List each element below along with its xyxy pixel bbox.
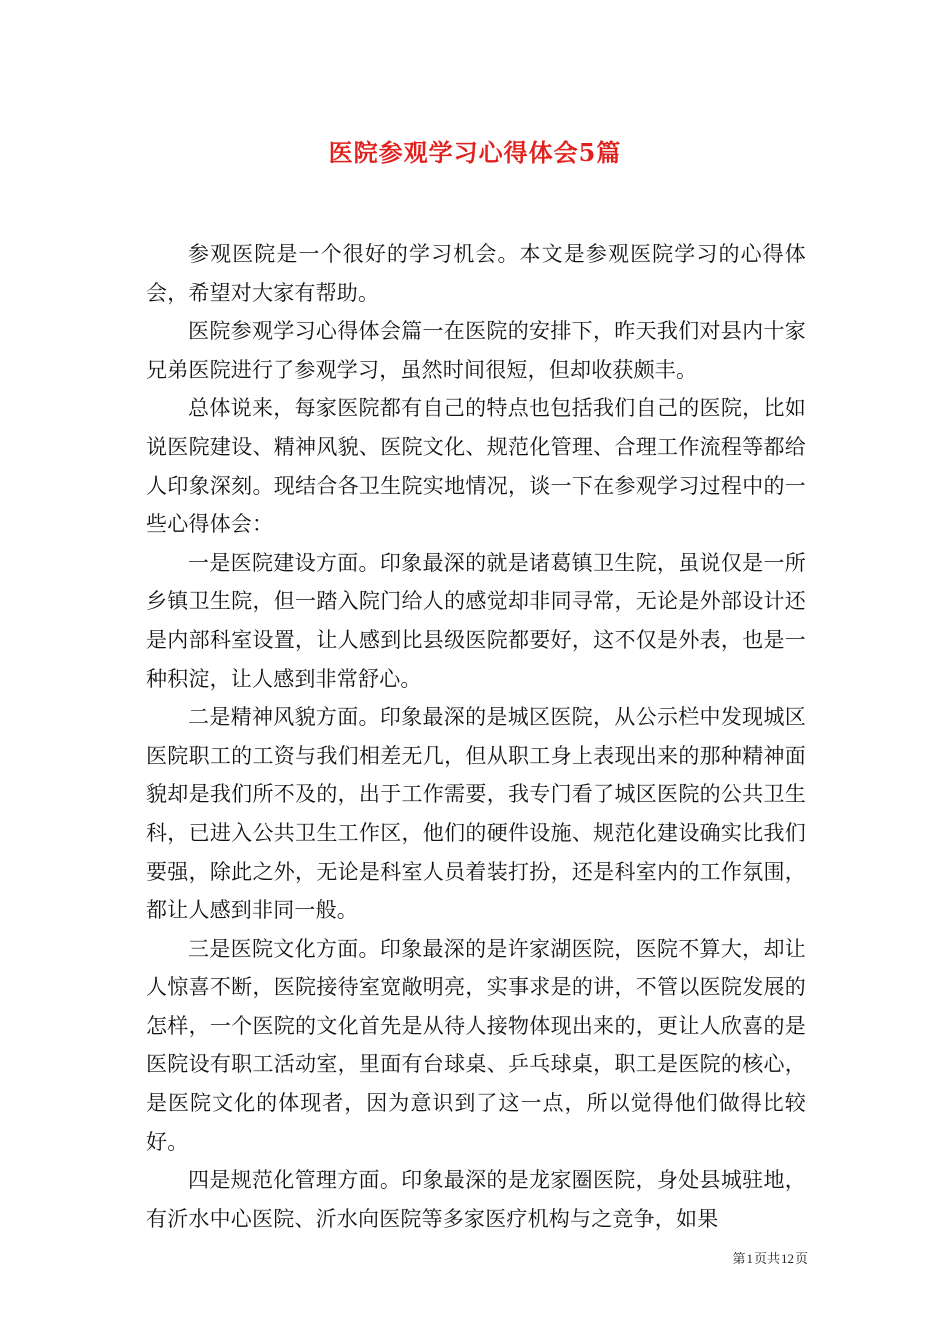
paragraph-point-culture: 三是医院文化方面。印象最深的是许家湖医院，医院不算大，却让人惊喜不断，医院接待室宽敞明亮，实事求是的讲，不管以医院发展的怎样，一个医院的文化首先是从待人接物体现出来的，更让人欣喜的是医院设有职工活动室，里面有台球桌、乒乓球桌，职工是医院的核心，是医院文化的体现者，因为意识到了这一点，所以觉得他们做得比较好。 xyxy=(146,936,806,1154)
document-title: 医院参观学习心得体会5篇 xyxy=(328,138,622,167)
paragraph-point-management: 四是规范化管理方面。印象最深的是龙家圈医院，身处县城驻地，有沂水中心医院、沂水向医院等多家医疗机构与之竞争，如果 xyxy=(146,1168,806,1231)
footer-middle: 页共 xyxy=(753,1252,780,1267)
paragraph-article-one: 医院参观学习心得体会篇一在医院的安排下，昨天我们对县内十家兄弟医院进行了参观学习，虽然时间很短，但却收获颇丰。 xyxy=(146,319,806,382)
document-body xyxy=(146,235,806,1238)
footer-total-pages: 12 xyxy=(780,1251,794,1266)
paragraph-intro: 参观医院是一个很好的学习机会。本文是参观医院学习的心得体会，希望对大家有帮助。 xyxy=(146,242,806,305)
paragraph-overview: 总体说来，每家医院都有自己的特点也包括我们自己的医院，比如说医院建设、精神风貌、医院文化、规范化管理、合理工作流程等都给人印象深刻。现结合各卫生院实地情况，谈一下在参观学习过程中的一些心得体会： xyxy=(146,396,806,537)
page-footer xyxy=(650,1248,808,1267)
footer-current-page: 1 xyxy=(746,1251,753,1266)
footer-suffix: 页 xyxy=(794,1252,808,1267)
footer-prefix: 第 xyxy=(732,1252,746,1267)
paragraph-point-spirit: 二是精神风貌方面。印象最深的是城区医院，从公示栏中发现城区医院职工的工资与我们相差无几，但从职工身上表现出来的那种精神面貌却是我们所不及的，出于工作需要，我专门看了城区医院的公共卫生科，已进入公共卫生工作区，他们的硬件设施、规范化建设确实比我们要强，除此之外，无论是科室人员着装打扮，还是科室内的工作氛围，都让人感到非同一般。 xyxy=(146,705,806,923)
paragraph-point-construction: 一是医院建设方面。印象最深的就是诸葛镇卫生院，虽说仅是一所乡镇卫生院，但一踏入院门给人的感觉却非同寻常，无论是外部设计还是内部科室设置，让人感到比县级医院都要好，这不仅是外表，也是一种积淀，让人感到非常舒心。 xyxy=(146,550,806,691)
